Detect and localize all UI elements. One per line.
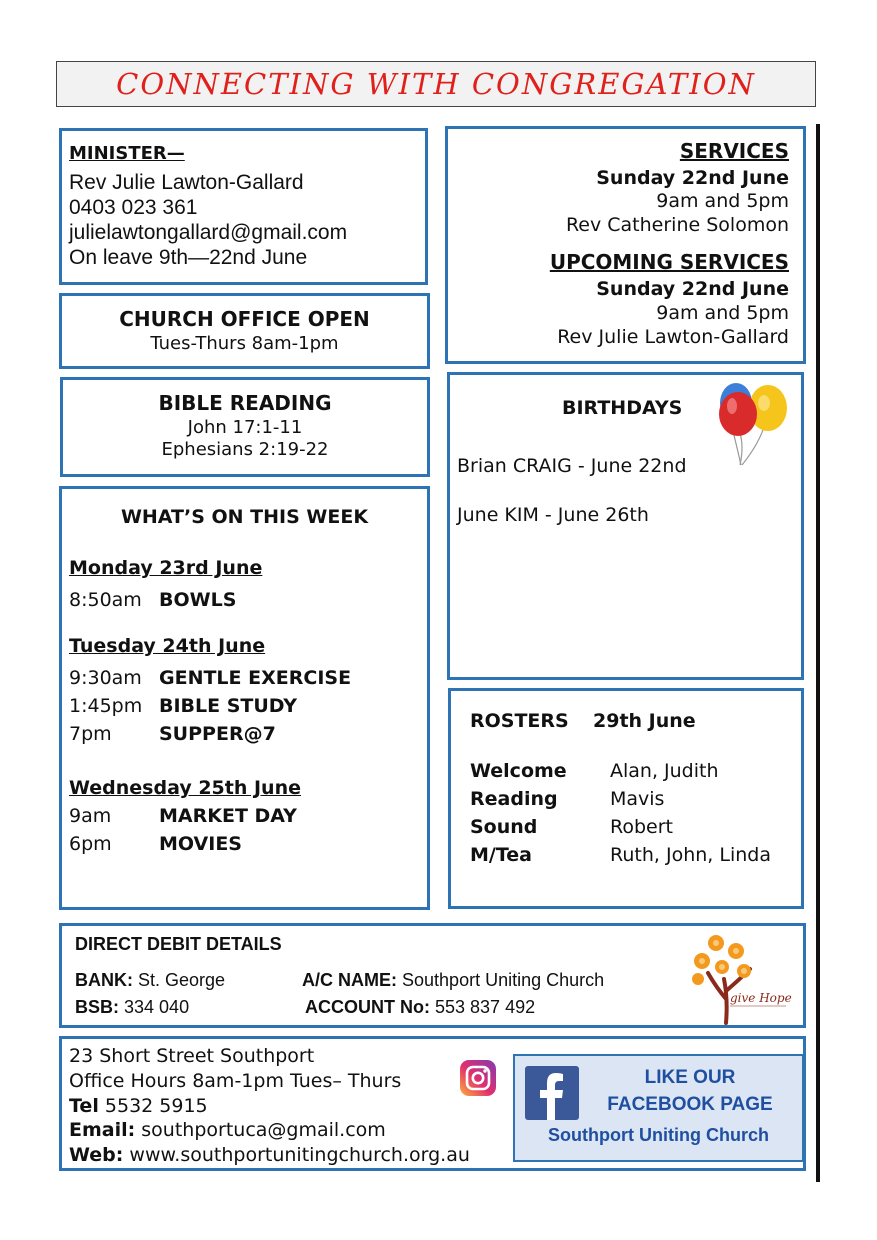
church-office-box bbox=[59, 293, 430, 369]
contact-email-label: Email: bbox=[69, 1119, 136, 1141]
debit-account-value: 553 837 492 bbox=[435, 997, 536, 1017]
direct-debit-box bbox=[59, 923, 806, 1028]
bible-heading: BIBLE READING bbox=[158, 391, 332, 415]
services-times: 9am and 5pm bbox=[656, 190, 789, 212]
services-date: Sunday 22nd June bbox=[596, 167, 789, 189]
minister-box bbox=[59, 128, 428, 285]
rosters-date: 29th June bbox=[593, 710, 696, 732]
instagram-icon[interactable] bbox=[459, 1059, 497, 1097]
birthday-item: June KIM - June 26th bbox=[457, 504, 649, 526]
contact-tel bbox=[69, 1095, 208, 1117]
contact-web-value[interactable]: www.southportunitingchurch.org.au bbox=[129, 1144, 470, 1166]
minister-phone: 0403 023 361 bbox=[69, 196, 198, 219]
birthday-item: Brian CRAIG - June 22nd bbox=[457, 455, 687, 477]
services-box bbox=[445, 126, 806, 364]
page-title-banner bbox=[56, 61, 816, 107]
minister-name: Rev Julie Lawton-Gallard bbox=[69, 171, 304, 194]
debit-bsb-value: 334 040 bbox=[124, 997, 190, 1017]
bible-reading-2: Ephesians 2:19-22 bbox=[161, 439, 329, 460]
upcoming-services-leader: Rev Julie Lawton-Gallard bbox=[557, 326, 789, 348]
contact-box bbox=[59, 1036, 806, 1171]
roster-role: Reading bbox=[470, 788, 558, 810]
page-title: CONNECTING WITH CONGREGATION bbox=[116, 67, 756, 101]
facebook-panel[interactable] bbox=[513, 1054, 804, 1162]
rosters-box bbox=[448, 688, 804, 909]
birthdays-heading: BIRTHDAYS bbox=[562, 397, 683, 419]
facebook-icon[interactable] bbox=[525, 1066, 579, 1120]
bible-reading-1: John 17:1-11 bbox=[187, 417, 303, 438]
whats-on-heading: WHAT’S ON THIS WEEK bbox=[120, 506, 369, 528]
office-heading: CHURCH OFFICE OPEN bbox=[119, 307, 370, 331]
facebook-page-name[interactable]: Southport Uniting Church bbox=[548, 1125, 769, 1145]
roster-names: Alan, Judith bbox=[610, 760, 719, 782]
event-time: 8:50am bbox=[69, 589, 142, 611]
contact-email bbox=[69, 1119, 386, 1141]
balloons-icon bbox=[706, 381, 792, 467]
debit-heading: DIRECT DEBIT DETAILS bbox=[75, 934, 282, 954]
roster-names: Ruth, John, Linda bbox=[610, 844, 771, 866]
upcoming-services-times: 9am and 5pm bbox=[656, 302, 789, 324]
roster-role: Sound bbox=[470, 816, 538, 838]
event-time: 7pm bbox=[69, 723, 112, 745]
day-heading-monday: Monday 23rd June bbox=[69, 557, 263, 579]
day-heading-wednesday: Wednesday 25th June bbox=[69, 777, 301, 799]
birthdays-box bbox=[447, 372, 804, 680]
event-name: MARKET DAY bbox=[159, 805, 297, 827]
give-hope-logo bbox=[686, 929, 796, 1025]
roster-names: Mavis bbox=[610, 788, 665, 810]
debit-account bbox=[305, 997, 535, 1018]
debit-bank bbox=[75, 970, 225, 991]
event-name: BIBLE STUDY bbox=[159, 695, 297, 717]
contact-hours: Office Hours 8am-1pm Tues– Thurs bbox=[69, 1070, 402, 1092]
roster-role: M/Tea bbox=[470, 844, 532, 866]
event-name: GENTLE EXERCISE bbox=[159, 667, 352, 689]
whats-on-box bbox=[59, 486, 430, 910]
roster-role: Welcome bbox=[470, 760, 567, 782]
debit-bank-value: St. George bbox=[138, 970, 226, 990]
event-time: 1:45pm bbox=[69, 695, 143, 717]
office-hours: Tues-Thurs 8am-1pm bbox=[150, 333, 339, 354]
minister-email[interactable]: julielawtongallard@gmail.com bbox=[69, 221, 348, 244]
debit-account-label: ACCOUNT No: bbox=[305, 997, 430, 1017]
roster-names: Robert bbox=[610, 816, 673, 838]
bible-reading-box bbox=[60, 377, 430, 477]
event-time: 9:30am bbox=[69, 667, 142, 689]
event-name: SUPPER@7 bbox=[159, 723, 276, 745]
facebook-line1: LIKE OUR bbox=[644, 1067, 736, 1088]
event-time: 6pm bbox=[69, 833, 112, 855]
debit-bsb bbox=[75, 997, 189, 1018]
event-time: 9am bbox=[69, 805, 112, 827]
debit-bsb-label: BSB: bbox=[75, 997, 119, 1017]
vertical-divider bbox=[816, 124, 820, 1182]
give-hope-logo-text: give Hope bbox=[730, 991, 792, 1005]
event-name: MOVIES bbox=[159, 833, 242, 855]
debit-acname-value: Southport Uniting Church bbox=[402, 970, 605, 990]
rosters-heading: ROSTERS bbox=[470, 710, 569, 732]
facebook-line2: FACEBOOK PAGE bbox=[607, 1094, 773, 1115]
contact-tel-value[interactable]: 5532 5915 bbox=[104, 1095, 208, 1117]
upcoming-services-heading: UPCOMING SERVICES bbox=[549, 250, 789, 274]
debit-acname-label: A/C NAME: bbox=[302, 970, 397, 990]
contact-web bbox=[69, 1144, 470, 1166]
event-name: BOWLS bbox=[159, 589, 237, 611]
services-heading: SERVICES bbox=[679, 139, 789, 163]
contact-email-value[interactable]: southportuca@gmail.com bbox=[141, 1119, 386, 1141]
upcoming-services-date: Sunday 22nd June bbox=[596, 278, 789, 300]
minister-leave: On leave 9th—22nd June bbox=[69, 246, 308, 269]
services-leader: Rev Catherine Solomon bbox=[565, 214, 789, 236]
debit-bank-label: BANK: bbox=[75, 970, 133, 990]
debit-acname bbox=[302, 970, 604, 991]
contact-tel-label: Tel bbox=[69, 1095, 99, 1117]
day-heading-tuesday: Tuesday 24th June bbox=[69, 635, 266, 657]
minister-heading: MINISTER— bbox=[69, 143, 185, 164]
contact-address: 23 Short Street Southport bbox=[69, 1045, 315, 1067]
contact-web-label: Web: bbox=[69, 1144, 124, 1166]
